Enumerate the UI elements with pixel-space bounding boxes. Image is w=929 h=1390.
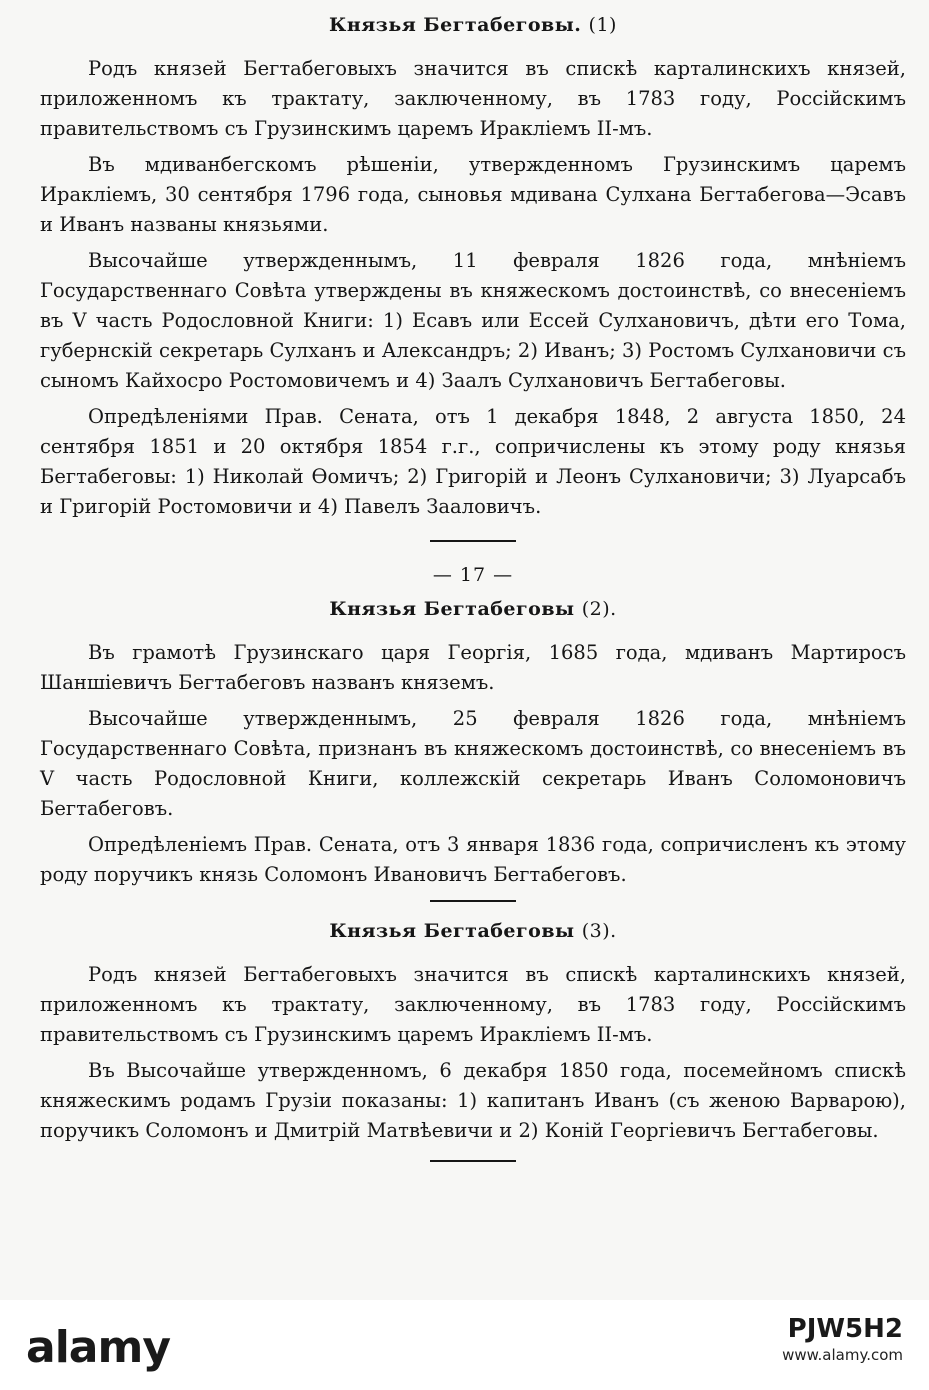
section-2-paragraph-2: Высочайше утвержденнымъ, 25 февраля 1826 года, мнѣніемъ Государственнаго Совѣта, признанъ въ княжескомъ достоинствѣ, со внесеніемъ въ V часть Родословной Книги, коллежскій секретарь Иванъ Соломоновичъ Бегтабеговъ.	[40, 707, 906, 820]
watermark-footer	[0, 1300, 929, 1390]
image-id: PJW5H2	[787, 1314, 903, 1344]
section-3-paragraph-2: Въ Высочайше утвержденномъ, 6 декабря 1850 года, посемейномъ спискѣ княжескимъ родамъ Грузіи показаны: 1) капитанъ Иванъ (съ женою Варварою), поручикъ Соломонъ и Дмитрій Матвѣевичи и 2) Коній Георгіевичъ Бегтабеговы.	[40, 1059, 906, 1142]
section-2-paragraph-3: Опредѣленіемъ Прав. Сената, отъ 3 января 1836 года, сопричисленъ къ этому роду поручикъ князь Соломонъ Ивановичъ Бегтабеговъ.	[40, 833, 906, 886]
section-1-paragraph-1: Родъ князей Бегтабеговыхъ значится въ спискѣ карталинскихъ князей, приложенномъ къ трактату, заключенному, въ 1783 году, Россійскимъ правительствомъ съ Грузинскимъ царемъ Ираклiемъ II-мъ.	[40, 57, 906, 140]
section-divider	[430, 540, 516, 542]
section-3-number: (3).	[581, 920, 617, 942]
section-divider	[430, 1160, 516, 1162]
section-2-paragraph-1: Въ грамотѣ Грузинскаго царя Георгія, 1685 года, мдиванъ Мартиросъ Шаншіевичъ Бегтабеговъ названъ княземъ.	[40, 641, 906, 694]
section-2-heading	[40, 598, 906, 620]
section-1-number: (1)	[588, 14, 617, 36]
section-2-title: Князья Бегтабеговы	[329, 598, 575, 620]
site-url: www.alamy.com	[782, 1346, 903, 1364]
page-number: — 17 —	[432, 564, 514, 586]
section-3-title: Князья Бегтабеговы	[329, 920, 575, 942]
section-1-heading	[40, 14, 906, 36]
section-3-paragraph-1: Родъ князей Бегтабеговыхъ значится въ спискѣ карталинскихъ князей, приложенномъ къ трактату, заключенному, въ 1783 году, Россійскимъ правительствомъ съ Грузинскимъ царемъ Ираклiемъ II-мъ.	[40, 963, 906, 1046]
section-divider	[430, 900, 516, 902]
section-1-paragraph-4: Опредѣленіями Прав. Сената, отъ 1 декабря 1848, 2 августа 1850, 24 сентября 1851 и 20 октября 1854 г.г., сопричислены къ этому роду князья Бегтабеговы: 1) Николай Ѳомичъ; 2) Григорій и Леонъ Сулхановичи; 3) Луарсабъ и Григорій Ростомовичи и 4) Павелъ Заaловичъ.	[40, 405, 906, 518]
image-id-block	[782, 1314, 903, 1364]
document-content	[40, 8, 906, 1162]
section-2-number: (2).	[581, 598, 617, 620]
alamy-logo: alamy	[26, 1322, 170, 1373]
section-1-paragraph-3: Высочайше утвержденнымъ, 11 февраля 1826 года, мнѣніемъ Государственнаго Совѣта утверждены въ княжескомъ достоинствѣ, со внесеніемъ въ V часть Родословной Книги: 1) Есавъ или Ессей Сулхановичъ, дѣти его Тома, губернскій секретарь Сулханъ и Александръ; 2) Иванъ; 3) Ростомъ Сулхановичи съ сыномъ Кайхосро Ростомовичемъ и 4) Заалъ Сулхановичъ Бегтабеговы.	[40, 249, 906, 392]
section-1-title: Князья Бегтабеговы.	[329, 14, 582, 36]
section-3-heading	[40, 920, 906, 942]
section-1-paragraph-2: Въ мдиванбегскомъ рѣшеніи, утвержденномъ Грузинскимъ царемъ Ираклiемъ, 30 сентября 1796 года, сыновья мдивана Сулхана Бегтабегова—Эсавъ и Иванъ названы князьями.	[40, 153, 906, 236]
